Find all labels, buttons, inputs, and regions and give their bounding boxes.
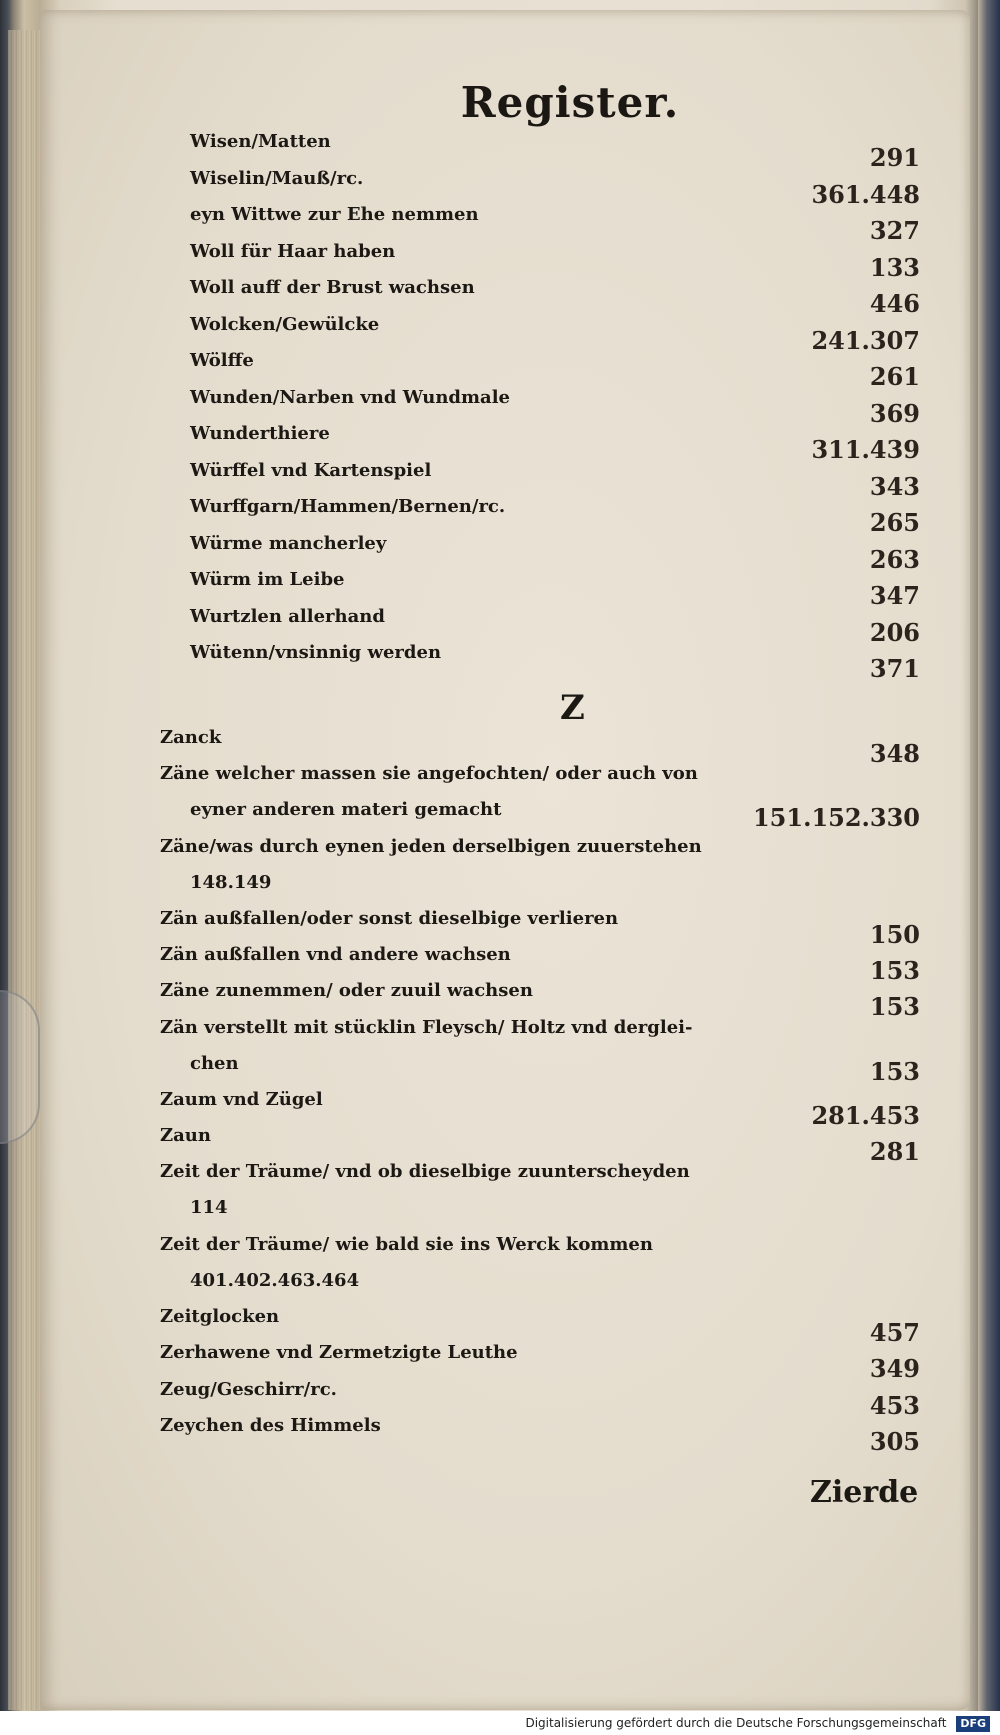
index-entry bbox=[160, 973, 920, 1022]
index-entry bbox=[190, 161, 920, 209]
index-entry bbox=[190, 343, 920, 391]
digitization-footer bbox=[0, 1711, 1000, 1735]
index-entry bbox=[160, 756, 920, 833]
entry-term: Zeit der Träume/ vnd ob dieselbige zuunterscheyden bbox=[160, 1161, 690, 1183]
entry-continuation: 114 bbox=[190, 1197, 228, 1219]
entry-term: Würffel vnd Kartenspiel bbox=[190, 459, 432, 481]
entry-page-numbers: 327 bbox=[869, 216, 920, 245]
entry-term: Wiselin/Mauß/rc. bbox=[190, 167, 364, 189]
index-entry bbox=[190, 124, 920, 172]
index-entry bbox=[160, 1154, 920, 1226]
entry-continuation: chen bbox=[190, 1052, 239, 1074]
book-right-edge bbox=[978, 0, 1000, 1735]
entry-term: eyn Wittwe zur Ehe nemmen bbox=[190, 204, 479, 225]
entry-term: Zeit der Träume/ wie bald sie ins Werck kommen bbox=[160, 1233, 653, 1255]
entry-page-numbers: 281 bbox=[869, 1137, 920, 1167]
entry-term: Wütenn/vnsinnig werden bbox=[190, 642, 442, 663]
index-entry bbox=[190, 307, 920, 355]
entry-page-numbers: 241.307 bbox=[811, 325, 920, 355]
entry-term: Zän verstellt mit stücklin Fleysch/ Holtz vnd derglei- bbox=[160, 1016, 693, 1038]
index-entry bbox=[190, 526, 920, 574]
index-entry bbox=[160, 1408, 920, 1456]
index-entry bbox=[190, 453, 920, 501]
entry-term: Zeug/Geschirr/rc. bbox=[160, 1378, 337, 1400]
entry-continuation: 148.149 bbox=[190, 871, 272, 893]
entry-page-numbers: 150 bbox=[869, 920, 920, 949]
entry-term: Woll auff der Brust wachsen bbox=[190, 277, 475, 298]
entry-page-numbers: 371 bbox=[869, 654, 920, 683]
entry-term: Wunderthiere bbox=[190, 423, 330, 444]
entry-page-numbers: 457 bbox=[869, 1318, 920, 1348]
entry-continuation: 401.402.463.464 bbox=[190, 1269, 360, 1291]
entry-page-numbers: 206 bbox=[869, 617, 920, 647]
entry-page-numbers: 347 bbox=[869, 581, 920, 610]
index-entry bbox=[160, 1372, 920, 1420]
entry-term: Woll für Haar haben bbox=[190, 240, 396, 262]
entry-continuation: eyner anderen materi gemacht bbox=[190, 799, 502, 821]
entry-term: Zanck bbox=[160, 727, 222, 748]
entry-page-numbers: 265 bbox=[869, 508, 920, 537]
entry-term: Wunden/Narben vnd Wundmale bbox=[190, 386, 510, 408]
entry-term: Wurffgarn/Hammen/Bernen/rc. bbox=[190, 496, 506, 517]
index-entry bbox=[190, 380, 920, 428]
entry-page-numbers: 349 bbox=[869, 1354, 920, 1384]
entry-page-numbers: 153 bbox=[869, 992, 920, 1022]
footer-text: Digitalisierung gefördert durch die Deutsche Forschungsgemeinschaft bbox=[525, 1716, 947, 1730]
entry-term: Wurtzlen allerhand bbox=[190, 605, 385, 627]
index-entry bbox=[160, 1118, 920, 1167]
entry-term: Zerhawene vnd Zermetzigte Leuthe bbox=[160, 1342, 518, 1364]
entry-page-numbers: 153 bbox=[869, 1056, 920, 1086]
entry-page-numbers: 305 bbox=[869, 1426, 920, 1456]
page-heading: Register. bbox=[460, 78, 680, 127]
index-entry bbox=[190, 599, 920, 647]
index-entry bbox=[160, 1010, 920, 1086]
entry-term: Zäne zunemmen/ oder zuuil wachsen bbox=[160, 980, 533, 1002]
entry-page-numbers: 343 bbox=[869, 471, 920, 501]
entry-page-numbers: 369 bbox=[869, 398, 920, 428]
index-entry bbox=[160, 937, 920, 986]
index-entry bbox=[190, 489, 920, 537]
index-entry bbox=[160, 1227, 920, 1299]
entry-page-numbers: 261 bbox=[869, 362, 920, 391]
entry-term: Wolcken/Gewülcke bbox=[190, 313, 380, 335]
entry-page-numbers: 311.439 bbox=[811, 435, 920, 464]
entry-term: Zäne/was durch eynen jeden derselbigen zuuerstehen bbox=[160, 835, 702, 857]
entry-term: Würme mancherley bbox=[190, 532, 387, 554]
entry-page-numbers: 348 bbox=[869, 739, 920, 768]
index-entry bbox=[190, 562, 920, 610]
section-letter: Z bbox=[560, 688, 585, 728]
index-entry bbox=[160, 1335, 920, 1384]
entry-page-numbers: 291 bbox=[869, 143, 920, 172]
dfg-logo: DFG bbox=[956, 1716, 990, 1732]
index-entry bbox=[190, 197, 920, 245]
entry-page-numbers: 281.453 bbox=[811, 1101, 920, 1130]
index-entry bbox=[160, 1299, 920, 1348]
catchword: Zierde bbox=[810, 1475, 919, 1510]
entry-term: Zeitglocken bbox=[160, 1306, 280, 1328]
entry-term: Zaum vnd Zügel bbox=[160, 1089, 323, 1110]
page-clip bbox=[0, 990, 40, 1144]
index-entry bbox=[160, 720, 920, 768]
index-entry bbox=[190, 635, 920, 683]
entry-page-numbers: 133 bbox=[869, 252, 920, 282]
entry-page-numbers: 453 bbox=[869, 1390, 920, 1420]
entry-term: Wisen/Matten bbox=[190, 131, 331, 152]
entry-term: Zeychen des Himmels bbox=[160, 1414, 381, 1436]
entry-term: Wölffe bbox=[190, 350, 254, 371]
entry-term: Zän außfallen vnd andere wachsen bbox=[160, 944, 511, 966]
index-entry bbox=[190, 416, 920, 464]
index-entry bbox=[190, 234, 920, 282]
index-entry bbox=[190, 270, 920, 318]
entry-page-numbers: 153 bbox=[869, 956, 920, 986]
entry-term: Würm im Leibe bbox=[190, 569, 345, 590]
entry-page-numbers: 263 bbox=[869, 544, 920, 574]
entry-term: Zän außfallen/oder sonst dieselbige verlieren bbox=[160, 908, 619, 929]
index-entry bbox=[160, 1082, 920, 1130]
index-entry bbox=[160, 901, 920, 949]
entry-term: Zaun bbox=[160, 1125, 211, 1147]
index-entry bbox=[160, 829, 920, 901]
entry-page-numbers: 361.448 bbox=[811, 179, 920, 209]
entry-term: Zäne welcher massen sie angefochten/ oder auch von bbox=[160, 763, 698, 785]
entry-page-numbers: 151.152.330 bbox=[752, 803, 920, 833]
entry-page-numbers: 446 bbox=[869, 289, 920, 318]
